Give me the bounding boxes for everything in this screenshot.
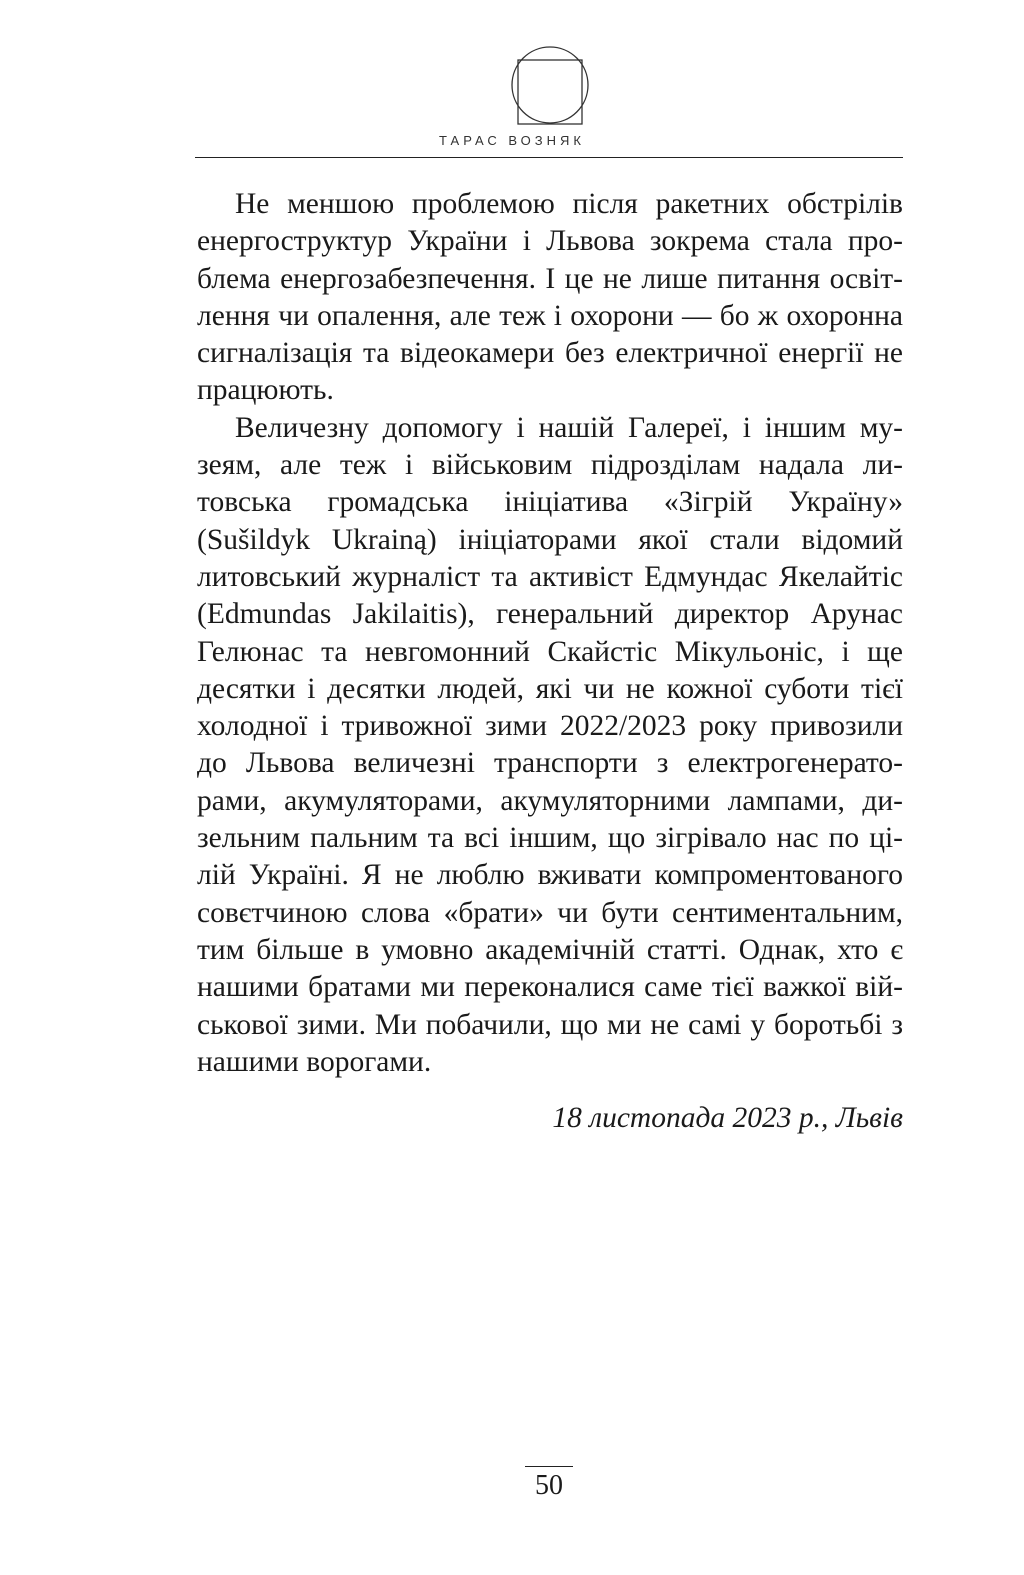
text-line: (Edmundas Jakilaitis), генеральний директор Арунас [197,598,903,631]
header-rule [195,157,903,158]
text-line: працюють. [197,374,334,407]
paragraph-1 [197,186,903,410]
text-line: блема енергозабезпечення. І це не лише питання освіт- [197,262,903,295]
text-line: Величезну допомогу і нашій Галереї, і іншим му- [235,411,903,444]
text-line: (Sušildyk Ukrainą) ініціаторами якої стали відомий [197,523,903,556]
text-line: Не меншою проблемою після ракетних обстрілів [235,188,903,220]
text-line: Гелюнас та невгомонний Скайстіс Мікульоніс, і ще [197,635,903,668]
text-line: лення чи опалення, але теж і охорони — бо ж охоронна [197,299,903,332]
page-number: 50 [535,1470,563,1501]
text-line: нашими братами ми переконалися саме тієї важкої вій- [197,971,903,1004]
text-line: зельним пальним та всі іншим, що зігрівало нас по ці- [197,822,903,855]
dateline: 18 листопада 2023 р., Львів [552,1102,903,1134]
text-line: ськової зими. Ми побачили, що ми не самі у боротьбі з [197,1008,903,1041]
text-line: рами, акумуляторами, акумуляторними лампами, ди- [197,784,903,817]
text-line: до Львова величезні транспорти з електрогенерато- [197,747,903,780]
text-line: сигналізація та відеокамери без електричної енергії не [197,337,903,370]
text-line: литовський журналіст та активіст Едмундас Якелайтіс [197,560,903,593]
text-line: десятки і десятки людей, які чи не кожної суботи тієї [197,672,903,705]
text-line: холодної і тривожної зими 2022/2023 року привозили [197,710,903,743]
text-line: лій Україні. Я не люблю вживати компроментованого [197,859,903,892]
page-number-rule [525,1466,573,1467]
text-line: совєтчиною слова «брати» чи бути сентиментальним, [197,896,903,929]
text-line: товська громадська ініціатива «Зігрій Україну» [197,486,903,519]
text-line: нашими ворогами. [197,1045,432,1078]
text-line: зеям, але теж і військовим підрозділам надала ли- [197,449,903,482]
paragraph-2 [197,410,903,1081]
circle-square-emblem-icon [510,45,590,125]
body-text [197,186,903,1081]
text-line: тим більше в умовно академічній статті. Однак, хто є [197,933,903,966]
running-head: ТАРАС ВОЗНЯК [439,133,585,148]
text-line: енергоструктур України і Львова зокрема стала про- [197,225,903,258]
